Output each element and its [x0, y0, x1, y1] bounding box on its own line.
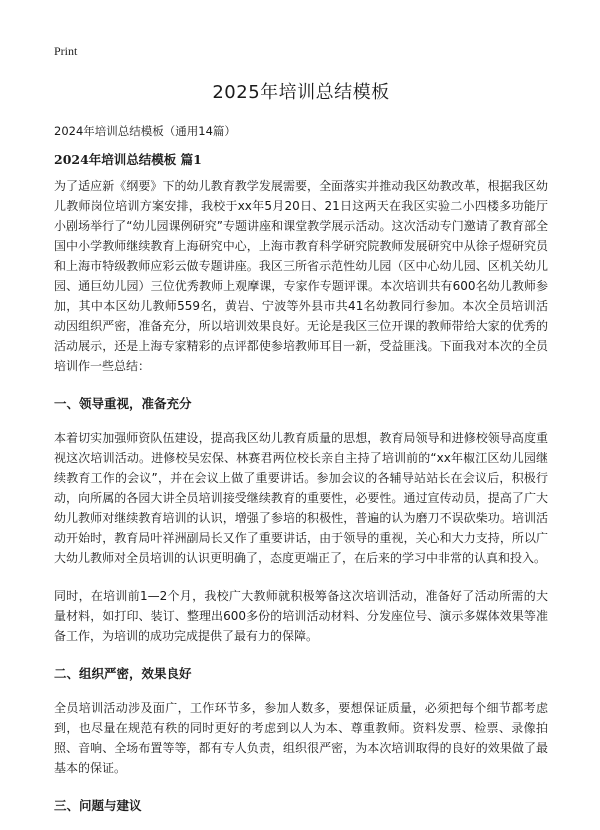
section-3-heading: 三、问题与建议	[54, 798, 142, 813]
document-body	[54, 176, 548, 830]
document-title: 2025年培训总结模板	[212, 82, 390, 103]
section-1-heading: 一、领导重视，准备充分	[54, 396, 192, 411]
section-2-paragraph-1: 全员培训活动涉及面广，工作环节多，参加人数多，要想保证质量，必须把每个细节都考虑到，也尽量在规范有秩的同时更好的考虑到以人为本、尊重教师。资料发票、检票、录像拍照、音响、全场布置等等，都有专人负责，组织很严密，为本次培训取得的良好的效果做了最基本的保证。	[54, 701, 548, 775]
section-1-paragraph-2: 同时，在培训前1—2个月，我校广大教师就积极筹备这次培训活动，准备好了活动所需的大量材料，如打印、装订、整理出600多份的培训活动材料、分发座位号、演示多媒体效果等准备工作，为培训的成功完成提供了最有力的保障。	[54, 589, 548, 643]
print-label: Print	[54, 44, 78, 58]
section-heading: 2024年培训总结模板 篇1	[54, 152, 202, 167]
section-2-heading: 二、组织严密，效果良好	[54, 666, 192, 681]
intro-paragraph: 为了适应新《纲要》下的幼儿教育教学发展需要，全面落实并推动我区幼教改革，根据我区幼儿教师岗位培训方案安排，我校于xx年5月20日、21日这两天在我区实验二小四楼多功能厅小剧场举行了“幼儿园课例研究”专题讲座和课堂教学展示活动。这次活动专门邀请了教育部全国中小学教师继续教育上海研究中心，上海市教育科学研究院教师发展研究中从徐子煜研究员和上海市特级教师应彩云做专题讲座。我区三所省示范性幼儿园（区中心幼儿园、区机关幼儿园、通巨幼儿园）三位优秀教师上观摩课，专家作专题评课。本次培训共有600名幼儿教师参加，其中本区幼儿教师559名，黄岩、宁波等外县市共41名幼教同行参加。本次全员培训活动因组织严密，准备充分，所以培训效果良好。无论是我区三位开课的教师带给大家的优秀的活动展示，还是上海专家精彩的点评都使参培教师耳目一新，受益匪浅。下面我对本次的全员培训作一些总结：	[54, 179, 548, 373]
section-1-paragraph-1: 本着切实加强师资队伍建设，提高我区幼儿教育质量的思想，教育局领导和进修校领导高度重视这次培训活动。进修校吴宏保、林赛君两位校长亲自主持了培训前的“xx年椒江区幼儿园继续教育工作的会议”，并在会议上做了重要讲话。参加会议的各辅导站站长在会议后，积极行动，向所属的各园大讲全员培训接受继续教育的重要性，必要性。通过宣传动员，提高了广大幼儿教师对继续教育培训的认识，增强了参培的积极性，普遍的认为磨刀不误砍柴功。培训活动开始时，教育局叶祥洲副局长又作了重要讲话，由于领导的重视，关心和大力支持，所以广大幼儿教师对全员培训的认识更明确了，态度更端正了，在后来的学习中非常的认真和投入。	[54, 431, 548, 565]
document-subtitle: 2024年培训总结模板（通用14篇）	[54, 124, 236, 138]
